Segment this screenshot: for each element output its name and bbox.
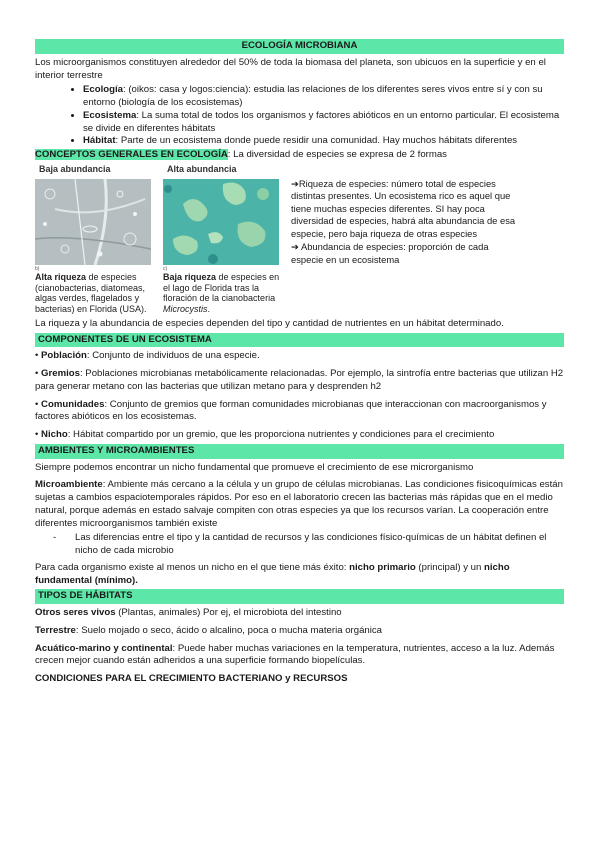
niche-primary: nicho primario (349, 561, 416, 573)
bullet: • (35, 350, 42, 362)
concepts-heading-line (35, 149, 564, 162)
component-text: : Hábitat compartido por un gremio, que les proporciona nutrientes y condiciones para el crecimiento (67, 429, 495, 441)
figure-title: Baja abundancia (39, 163, 111, 174)
components-heading: COMPONENTES DE UN ECOSISTEMA (35, 333, 564, 348)
dash-list (35, 532, 564, 558)
intro-paragraph: Los microorganismos constituyen alrededor del 50% de toda la biomasa del planeta, son ubicuos en la superficie y en el interior terrestre (35, 56, 546, 81)
niche-fundamental: nicho fundamental (mínimo). (35, 561, 510, 586)
habitat-item (35, 625, 564, 638)
microenvironment-text: : Ambiente más cercano a la célula y un grupo de células microbianas. Las condiciones fisicoquímicas están sujetas a cambios espaciotemporales rápidos. Por eso en el laboratorio crecen las bacterias más rápidas que en el medio natural, porque además en estado salvaje compiten con otras especies ya que los recursos varían. La cooperación entre diferentes microorganismos también existe (35, 479, 563, 529)
habitats-heading: TIPOS DE HÁBITATS (35, 589, 564, 604)
definition-text: : Parte de un ecosistema donde puede residir una comunidad. Hay muchos hábitats diferentes (115, 135, 518, 147)
component-item (35, 350, 564, 363)
figure-row (35, 164, 564, 315)
component-item (35, 399, 564, 425)
definition-item (83, 135, 564, 148)
habitat-term: Terrestre (35, 624, 76, 636)
component-text: : Conjunto de gremios que forman comunidades microbianas que interaccionan con macroorganismos y factores abióticos en los ecosistemas. (35, 398, 547, 423)
figure-high-abundance (163, 164, 283, 315)
component-term: Población (41, 350, 87, 362)
habitat-item (35, 643, 564, 669)
dash-item: - Las diferencias entre el tipo y la cantidad de recursos y las condiciones físico-químicas de un hábitat definen el nicho de cada microbio (75, 532, 564, 558)
component-item (35, 368, 564, 394)
caption-text: de especies (cianobacterias, diatomeas, algas verdes, flagelados y bacterias) en Florida (USA). (35, 271, 147, 315)
micrograph-bloom-image (163, 179, 279, 265)
microenvironment-paragraph (35, 479, 564, 530)
component-term: Gremios (41, 368, 80, 380)
niche-text: Para cada organismo existe al menos un nicho en el que tiene más éxito: (35, 561, 350, 573)
caption-bold: Baja riqueza (163, 271, 217, 282)
niche-mid: (principal) y un (415, 561, 485, 573)
micrograph-diverse-image (35, 179, 151, 265)
last-heading: CONDICIONES PARA EL CRECIMIENTO BACTERIANO y RECURSOS (35, 673, 348, 685)
definition-term: Ecosistema (83, 109, 137, 121)
figure-title: Alta abundancia (167, 163, 237, 174)
component-term: Comunidades (41, 398, 105, 410)
diversity-definitions (291, 164, 521, 315)
component-term: Nicho (41, 429, 68, 441)
definition-text: : (oikos: casa y logos:ciencia): estudia las relaciones de los diferentes seres vivos entre sí y con su entorno (biología de los ecosistemas) (83, 84, 543, 108)
figure-caption (35, 272, 155, 315)
environments-intro: Siempre podemos encontrar un nicho fundamental que promueve el crecimiento de ese microrganismo (35, 461, 474, 473)
figure-letter: b) (35, 265, 40, 272)
habitat-text: : Suelo mojado o seco, ácido o alcalino, poca o mucha materia orgánica (75, 624, 383, 636)
title-heading: ECOLOGÍA MICROBIANA (35, 39, 564, 54)
figure-letter: c) (163, 265, 168, 272)
habitat-text: : Puede haber muchas variaciones en la temperatura, nutrientes, acceso a la luz. Además crecen mejor cuando están adheridos a una superficie formando biopelículas. (35, 642, 555, 667)
habitat-text: (Plantas, animales) Por ej, el microbiota del intestino (115, 607, 342, 619)
figure-caption (163, 272, 283, 315)
habitat-term: Otros seres vivos (35, 607, 116, 619)
definition-item (83, 110, 564, 136)
definition-term: Hábitat (83, 135, 116, 147)
component-item (35, 429, 564, 442)
concepts-heading: CONCEPTOS GENERALES EN ECOLOGÍA (35, 149, 228, 160)
definitions-list (35, 84, 564, 148)
definition-term: Ecología (83, 84, 123, 96)
caption-end: . (207, 304, 211, 315)
definition-item (83, 84, 564, 110)
component-text: : Conjunto de individuos de una especie. (86, 350, 260, 362)
definition-text: : La suma total de todos los organismos y factores abióticos en un entorno particular. El ecosistema se divide en diferentes hábitats (83, 109, 560, 134)
caption-italic: Microcystis (163, 304, 208, 315)
niche-paragraph (35, 562, 564, 588)
document-page (35, 37, 564, 688)
environments-heading: AMBIENTES Y MICROAMBIENTES (35, 444, 564, 459)
microenvironment-term: Microambiente (35, 479, 103, 491)
caption-text: de especies en el lago de Florida tras la floración de la cianobacteria (163, 271, 280, 304)
habitat-term: Acuático-marino y continental (35, 642, 173, 654)
figure-low-abundance (35, 164, 155, 315)
concepts-closing: La riqueza y la abundancia de especies dependen del tipo y cantidad de nutrientes en un hábitat determinado. (35, 317, 504, 329)
bullet: • (35, 368, 42, 380)
caption-bold: Alta riqueza (35, 271, 87, 282)
concepts-heading-rest: : La diversidad de especies se expresa de 2 formas (227, 149, 447, 160)
abundancia-text: ➔ Abundancia de especies: proporción de cada especie en un ecosistema (291, 241, 489, 265)
habitat-item (35, 607, 564, 620)
riqueza-text: ➔Riqueza de especies: número total de especies distintas presentes. Un ecosistema rico es aquel que tiene muchas especies diferentes. SI hay poca diversidad de especies, habrá alta abundancia de esa especie, pero baja riqueza de otras especies (291, 177, 516, 239)
bullet: • (35, 429, 42, 441)
bullet: • (35, 398, 42, 410)
component-text: : Poblaciones microbianas metabólicamente relacionadas. Por ejemplo, la sintrofía entre bacterias que utilizan H2 para generar metano con las bacterias que utilizan metano para y desprenden h2 (35, 368, 564, 392)
